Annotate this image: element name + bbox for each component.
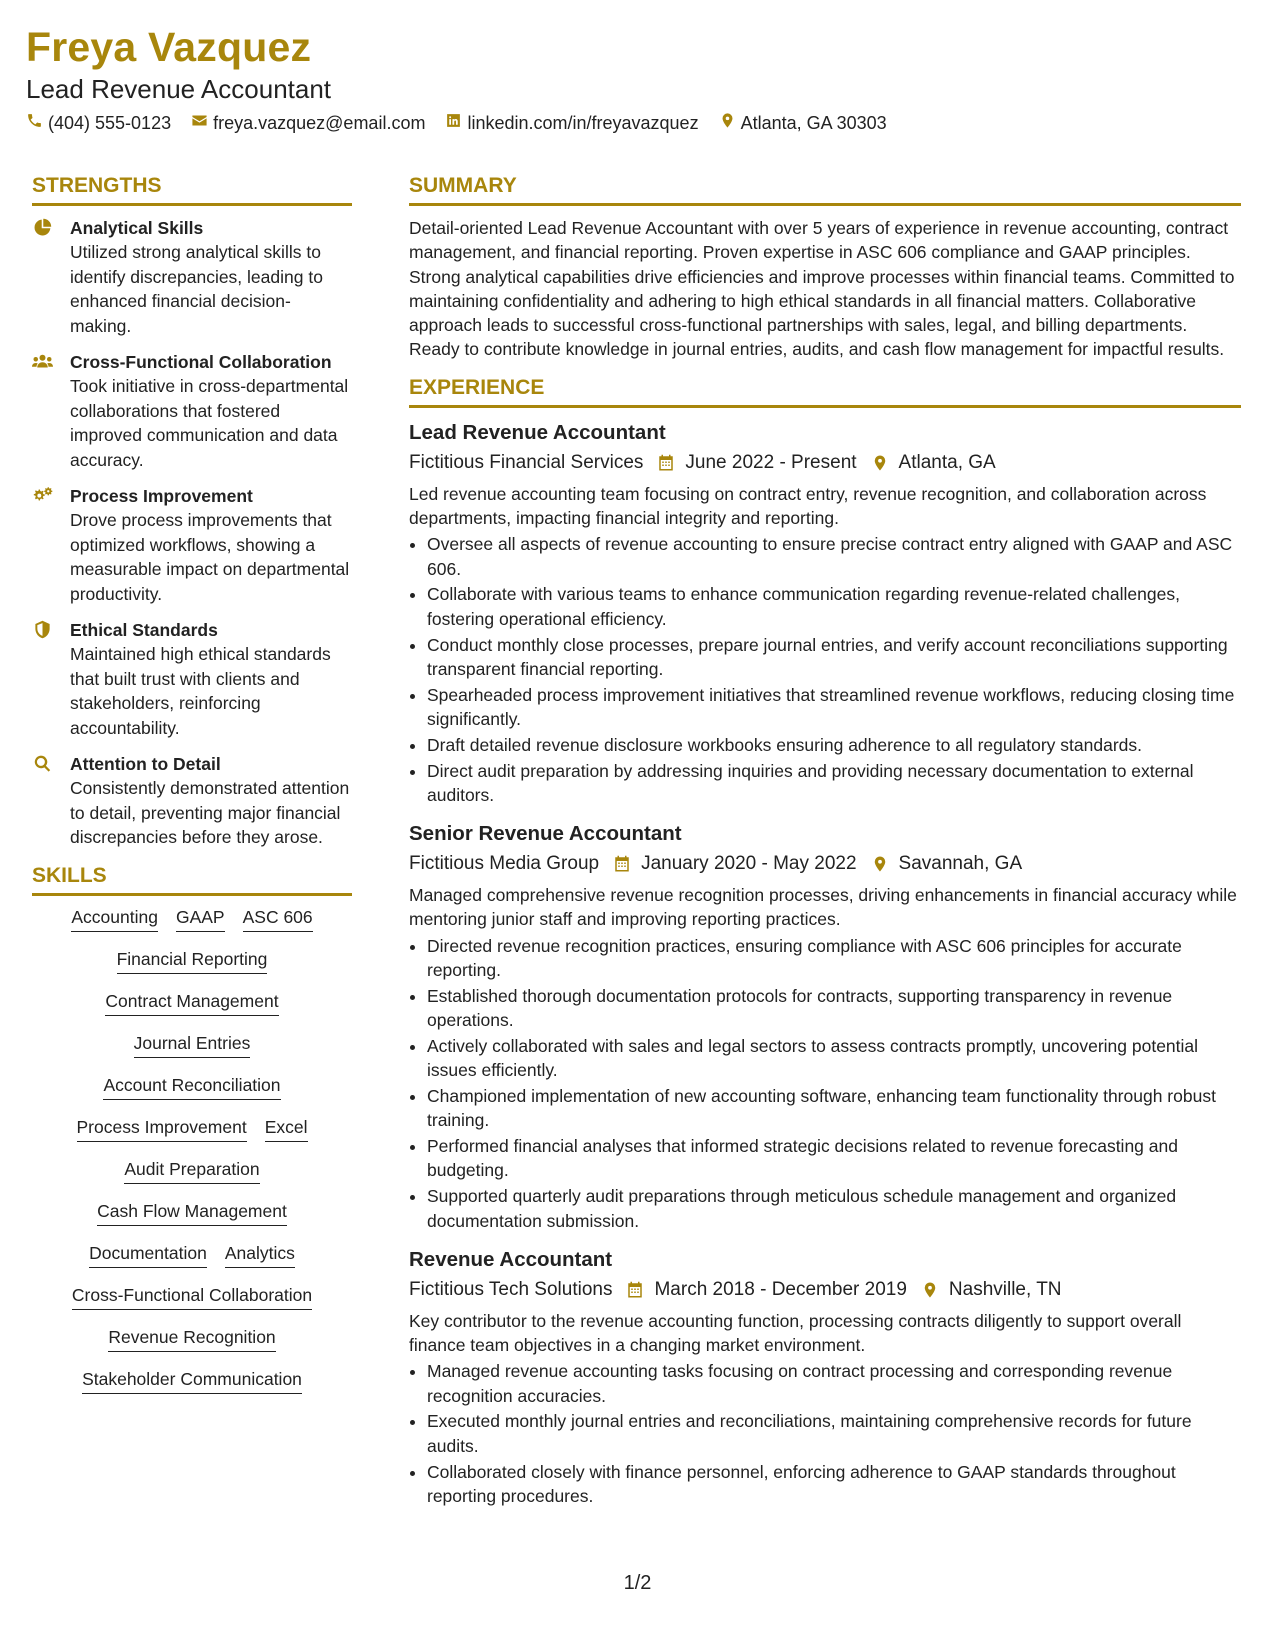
skill-row [88, 1200, 296, 1226]
skill-row [68, 1116, 317, 1142]
strength-title: Ethical Standards [70, 620, 218, 640]
job-title: Senior Revenue Accountant [409, 822, 682, 846]
job-bullet: • Executed monthly journal entries and reconciliations, maintaining comprehensive records for future audits. [427, 1409, 1241, 1458]
skill-tag: Revenue Recognition [108, 1326, 275, 1352]
skill-tag: Analytics [225, 1242, 295, 1268]
job-bullets [409, 1359, 1241, 1508]
location-pin-icon [857, 855, 899, 873]
skill-tag: Accounting [71, 906, 158, 932]
job-entry [409, 1245, 1241, 1508]
left-column [32, 174, 352, 1410]
phone-icon [26, 112, 48, 134]
job-location: Savannah, GA [898, 853, 1023, 875]
calendar-icon [612, 1281, 654, 1299]
skill-tag: GAAP [176, 906, 225, 932]
job-bullet: • Collaborated closely with finance personnel, enforcing adherence to GAAP standards throughout reporting procedures. [427, 1460, 1241, 1509]
job-entry [409, 418, 1241, 807]
strength-item [32, 752, 352, 850]
job-bullet: • Performed financial analyses that informed strategic decisions related to revenue forecasting and budgeting. [427, 1134, 1241, 1183]
job-description: Led revenue accounting team focusing on contract entry, revenue recognition, and collaboration across departments, impacting financial integrity and reporting. [409, 483, 1207, 529]
strength-desc: Maintained high ethical standards that built trust with clients and stakeholders, reinforcing accountability. [70, 644, 331, 738]
job-dates: June 2022 - Present [685, 451, 857, 473]
job-location: Atlanta, GA [898, 451, 996, 473]
job-meta [409, 1275, 1241, 1305]
skill-row [62, 906, 321, 932]
skill-tag: ASC 606 [243, 906, 313, 932]
job-bullet: • Oversee all aspects of revenue accounting to ensure precise contract entry aligned with GAAP and ASC 606. [427, 532, 1241, 581]
calendar-icon [643, 454, 685, 472]
users-icon [32, 350, 56, 472]
skill-tag: Stakeholder Communication [82, 1368, 302, 1394]
strength-desc: Took initiative in cross-departmental collaborations that fostered improved communication and data accuracy. [70, 376, 349, 470]
location-text: Atlanta, GA 30303 [740, 112, 887, 133]
skill-tag: Financial Reporting [117, 948, 268, 974]
job-company: Fictitious Tech Solutions [409, 1278, 613, 1300]
strength-title: Attention to Detail [70, 754, 221, 774]
job-title: Revenue Accountant [409, 1247, 613, 1271]
skill-tag: Process Improvement [77, 1116, 247, 1142]
strength-item [32, 618, 352, 740]
job-bullets [409, 532, 1241, 807]
skill-row [94, 1074, 289, 1100]
contact-location [719, 112, 887, 134]
phone-text: (404) 555-0123 [48, 112, 172, 133]
job-entry [409, 819, 1241, 1233]
skills-heading: SKILLS [32, 864, 352, 896]
skill-tag: Cash Flow Management [97, 1200, 287, 1226]
shield-icon [32, 618, 56, 740]
job-bullet: • Spearheaded process improvement initiatives that streamlined revenue workflows, reducing closing time significantly. [427, 683, 1241, 732]
job-description: Managed comprehensive revenue recognition processes, driving enhancements in financial accuracy while mentoring junior staff and improving reporting practices. [409, 885, 1237, 930]
job-title: Lead Revenue Accountant [409, 420, 666, 444]
job-bullet: • Direct audit preparation by addressing inquiries and providing necessary documentation to external auditors. [427, 759, 1241, 808]
strength-desc: Drove process improvements that optimized workflows, showing a measurable impact on departmental productivity. [70, 510, 350, 604]
magnifier-icon [32, 752, 56, 850]
job-description: Key contributor to the revenue accounting function, processing contracts diligently to support overall finance team objectives in a changing market environment. [409, 1310, 1182, 1356]
job-bullet: • Directed revenue recognition practices, ensuring compliance with ASC 606 principles for accurate reporting. [427, 934, 1241, 983]
skills-list [32, 906, 352, 1410]
candidate-name: Freya Vazquez [26, 24, 312, 70]
skill-row [108, 948, 277, 974]
skill-row [80, 1242, 304, 1268]
summary-heading: SUMMARY [409, 174, 1241, 206]
job-dates: January 2020 - May 2022 [641, 853, 857, 875]
location-pin-icon [907, 1281, 949, 1299]
linkedin-icon [445, 112, 467, 134]
contact-linkedin[interactable] [445, 112, 698, 134]
location-pin-icon [719, 112, 741, 134]
strength-desc: Consistently demonstrated attention to detail, preventing major financial discrepancies before they arose. [70, 778, 350, 847]
job-bullet: • Established thorough documentation protocols for contracts, supporting transparency in revenue operations. [427, 984, 1241, 1033]
job-company: Fictitious Financial Services [409, 451, 644, 473]
job-location: Nashville, TN [948, 1278, 1062, 1300]
skill-tag: Cross-Functional Collaboration [72, 1284, 312, 1310]
strengths-heading: STRENGTHS [32, 174, 352, 206]
email-link[interactable]: freya.vazquez@email.com [213, 112, 426, 133]
skill-row [63, 1284, 321, 1310]
candidate-title: Lead Revenue Accountant [26, 74, 332, 104]
job-bullet: • Managed revenue accounting tasks focusing on contract processing and corresponding revenue recognition accuracies. [427, 1359, 1241, 1408]
calendar-icon [599, 855, 641, 873]
job-bullet: • Draft detailed revenue disclosure workbooks ensuring adherence to all regulatory standards. [427, 733, 1241, 757]
contact-phone [26, 112, 171, 134]
job-bullet: • Actively collaborated with sales and legal sectors to assess contracts promptly, uncovering potential issues efficiently. [427, 1034, 1241, 1083]
gears-icon [32, 484, 56, 606]
envelope-icon [191, 112, 213, 134]
skill-tag: Contract Management [105, 990, 278, 1016]
contact-email[interactable] [191, 112, 425, 134]
skill-tag: Account Reconciliation [103, 1074, 280, 1100]
strength-title: Analytical Skills [70, 218, 204, 238]
strength-title: Cross-Functional Collaboration [70, 352, 332, 372]
contact-bar [26, 112, 907, 134]
strength-title: Process Improvement [70, 486, 253, 506]
summary-text: Detail-oriented Lead Revenue Accountant with over 5 years of experience in revenue accounting, contract management, and financial reporting. Proven expertise in ASC 606 compliance and GAAP principles. Strong analytical capabilities drive efficiencies and improve processes within financial teams. Committed to maintaining confidentiality and adhering to high ethical standards in all financial matters. Collaborative approach leads to successful cross-functional partnerships with sales, legal, and billing departments. Ready to contribute knowledge in journal entries, audits, and cash flow management for impactful results. [409, 218, 1235, 360]
skill-tag: Documentation [89, 1242, 207, 1268]
strength-item [32, 216, 352, 338]
right-column [409, 174, 1241, 1520]
strength-item [32, 484, 352, 606]
job-meta [409, 849, 1241, 879]
job-bullet: • Supported quarterly audit preparations through meticulous schedule management and organized documentation submission. [427, 1184, 1241, 1233]
job-bullet: • Collaborate with various teams to enhance communication regarding revenue-related challenges, fostering operational efficiency. [427, 582, 1241, 631]
job-bullet: • Conduct monthly close processes, prepare journal entries, and verify account reconciliations supporting transparent financial reporting. [427, 633, 1241, 682]
strength-desc: Utilized strong analytical skills to identify discrepancies, leading to enhanced financial decision-making. [70, 242, 323, 336]
skill-tag: Excel [265, 1116, 308, 1142]
location-pin-icon [857, 454, 899, 472]
strength-item [32, 350, 352, 472]
job-meta [409, 448, 1241, 478]
linkedin-link[interactable]: linkedin.com/in/freyavazquez [467, 112, 699, 133]
pie-chart-icon [32, 216, 56, 338]
skill-tag: Audit Preparation [124, 1158, 259, 1184]
skill-row [73, 1368, 311, 1394]
skill-tag: Journal Entries [134, 1032, 251, 1058]
experience-heading: EXPERIENCE [409, 376, 1241, 408]
skill-row [99, 1326, 284, 1352]
page-number: 1/2 [623, 1572, 652, 1594]
job-dates: March 2018 - December 2019 [654, 1278, 907, 1300]
skill-row [125, 1032, 260, 1058]
job-bullets [409, 934, 1241, 1233]
job-company: Fictitious Media Group [409, 853, 600, 875]
experience-list [409, 418, 1241, 1508]
skill-row [115, 1158, 268, 1184]
job-bullet: • Championed implementation of new accounting software, enhancing team functionality through robust training. [427, 1084, 1241, 1133]
skill-row [96, 990, 287, 1016]
